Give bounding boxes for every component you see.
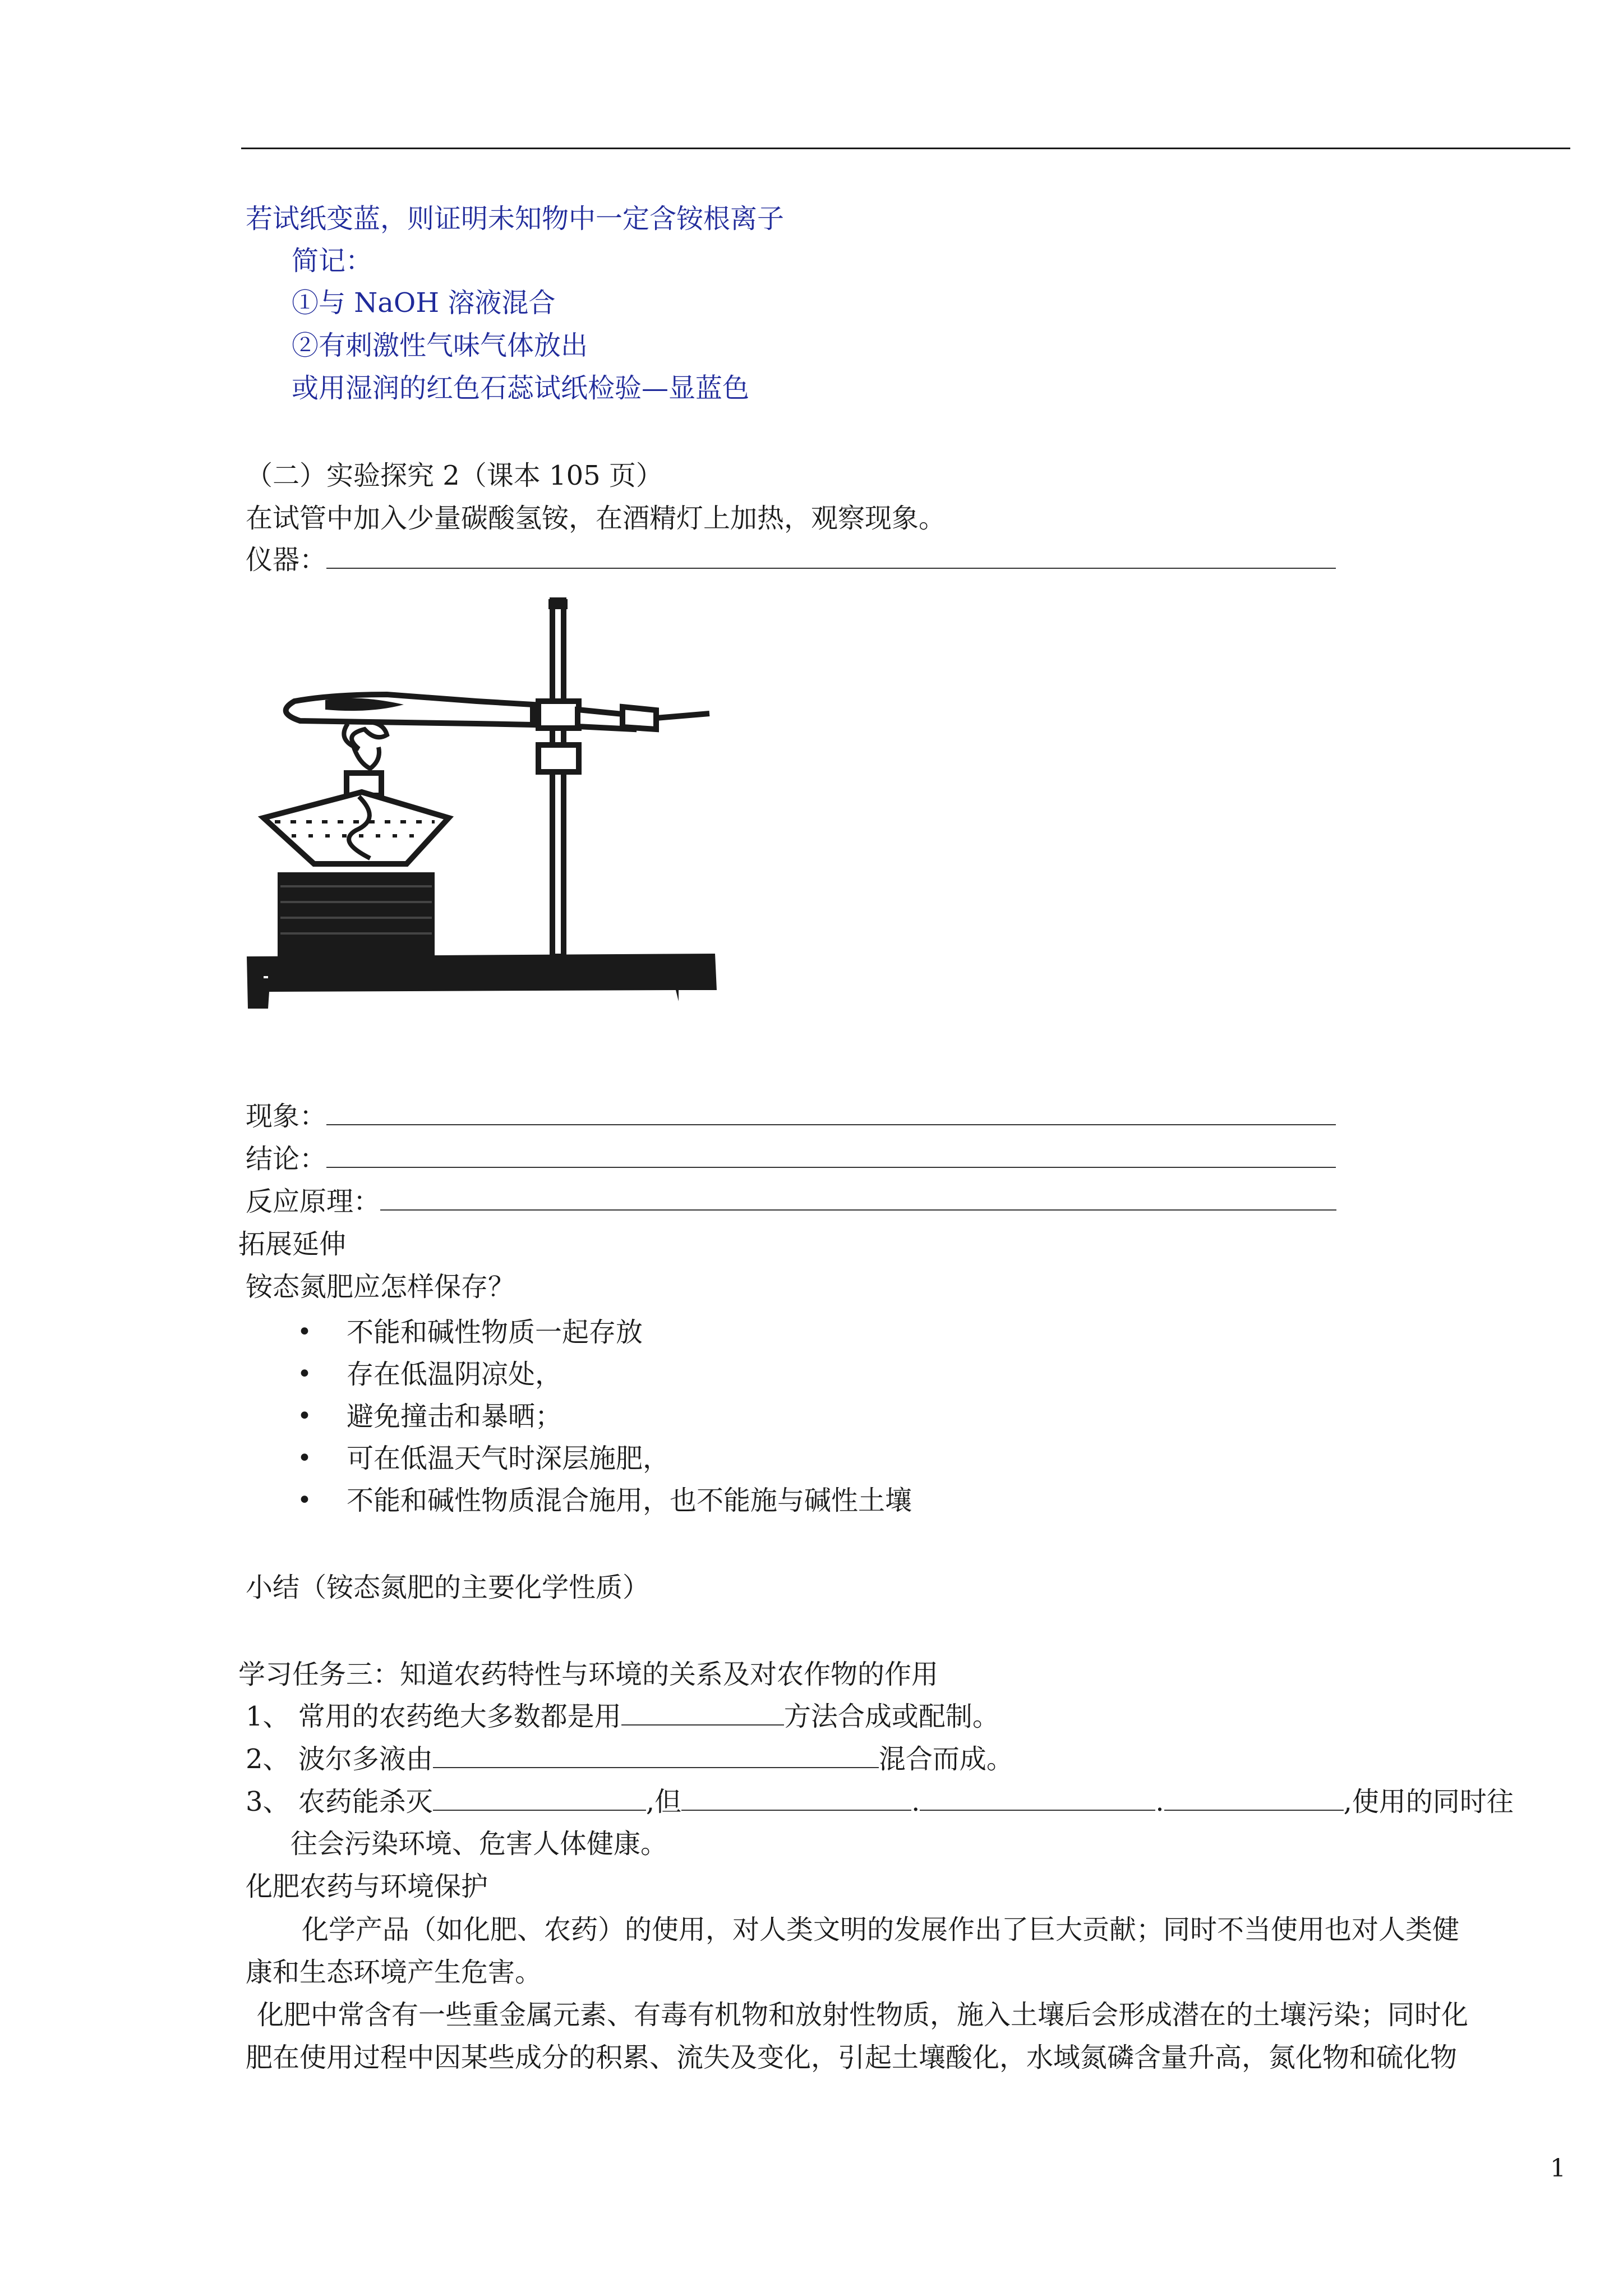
bullet-item-4: 可在低温天气时深层施肥，	[347, 1443, 670, 1474]
task3-q1	[246, 1700, 999, 1733]
bullet-marker: •	[297, 1486, 312, 1515]
header-rule	[241, 148, 1570, 149]
q2-text: 2、 波尔多液由	[246, 1743, 433, 1775]
q3-blank-2[interactable]	[681, 1787, 911, 1811]
bullet-item-2: 存在低温阴凉处，	[347, 1359, 562, 1390]
q3-text: 3、 农药能杀灭	[246, 1786, 433, 1818]
heating-apparatus-figure	[241, 595, 723, 1021]
q3-dot-1: .	[911, 1786, 920, 1818]
env-heading: 化肥农药与环境保护	[246, 1871, 488, 1902]
q3-suffix: ,使用的同时往	[1343, 1786, 1514, 1818]
conclusion-blank[interactable]	[326, 1144, 1336, 1168]
bullet-marker: •	[297, 1444, 312, 1473]
q1-suffix: 方法合成或配制。	[783, 1701, 999, 1732]
experiment-instruction: 在试管中加入少量碳酸氢铵，在酒精灯上加热，观察现象。	[246, 503, 946, 534]
bullet-marker: •	[297, 1360, 312, 1388]
conclusion-label: 结论：	[246, 1143, 327, 1175]
q2-blank[interactable]	[433, 1745, 879, 1768]
conclusion-row	[246, 1142, 1336, 1176]
task3-q2	[246, 1742, 1013, 1776]
task3-heading: 学习任务三：知道农药特性与环境的关系及对农作物的作用	[238, 1659, 939, 1690]
summary-line: 小结（铵态氮肥的主要化学性质）	[246, 1572, 650, 1603]
q2-suffix: 混合而成。	[878, 1743, 1013, 1775]
support-block	[278, 872, 435, 956]
q3-blank-4[interactable]	[1164, 1787, 1344, 1811]
stand-rod	[552, 600, 564, 956]
phenomenon-blank[interactable]	[326, 1102, 1336, 1125]
q3-blank-1[interactable]	[433, 1787, 646, 1811]
env-paragraph-1-line-2: 康和生态环境产生危害。	[246, 1957, 542, 1988]
task3-q3	[246, 1785, 1514, 1819]
env-paragraph-1-line-1: 化学产品（如化肥、农药）的使用，对人类文明的发展作出了巨大贡献；同时不当使用也对人类健	[302, 1914, 1460, 1945]
principle-blank[interactable]	[380, 1187, 1336, 1211]
flame	[344, 723, 387, 749]
clamp-boss-lower	[538, 745, 579, 772]
memo-item-2: ②有刺激性气味气体放出	[292, 330, 588, 361]
apparatus-label: 仪器：	[246, 544, 327, 576]
principle-label: 反应原理：	[246, 1186, 381, 1217]
storage-question: 铵态氮肥应怎样保存？	[246, 1271, 515, 1303]
q3-dot-2: .	[1155, 1786, 1164, 1818]
env-paragraph-2-line-2: 肥在使用过程中因某些成分的积累、流失及变化，引起土壤酸化，水域氮磷含量升高，氮化物和硫化物	[246, 2042, 1458, 2073]
test-tube	[286, 694, 533, 725]
q1-blank[interactable]	[621, 1702, 784, 1726]
q1-text: 1、 常用的农药绝大多数都是用	[246, 1701, 621, 1732]
apparatus-row	[246, 543, 1336, 577]
apparatus-blank[interactable]	[326, 545, 1336, 569]
extension-heading: 拓展延伸	[238, 1228, 347, 1260]
principle-row	[246, 1185, 1336, 1218]
bullet-marker: •	[297, 1318, 312, 1346]
q3-blank-3[interactable]	[920, 1787, 1155, 1811]
bullet-item-3: 避免撞击和暴晒；	[347, 1401, 562, 1432]
page-number: 1	[1550, 2154, 1566, 2183]
memo-label: 简记：	[292, 245, 373, 277]
bullet-marker: •	[297, 1402, 312, 1430]
env-paragraph-2-line-1: 化肥中常含有一些重金属元素、有毒有机物和放射性物质，施入土壤后会形成潜在的土壤污染；同时化	[257, 1999, 1469, 2031]
phenomenon-label: 现象：	[246, 1101, 327, 1132]
phenomenon-row	[246, 1099, 1336, 1133]
delivery-tube	[656, 714, 709, 718]
stopper	[623, 707, 656, 729]
memo-item-1: ①与 NaOH 溶液混合	[292, 287, 556, 319]
bullet-item-1: 不能和碱性物质一起存放	[347, 1317, 643, 1348]
experiment-heading: （二）实验探究 2（课本 105 页）	[246, 460, 663, 491]
stand-base	[247, 954, 717, 1009]
ammonium-test-line: 若试纸变蓝，则证明未知物中一定含铵根离子	[246, 203, 785, 234]
bullet-item-5: 不能和碱性物质混合施用，也不能施与碱性土壤	[347, 1485, 912, 1516]
task3-q3-continuation: 往会污染环境、危害人体健康。	[291, 1828, 668, 1860]
q3-mid: ,但	[645, 1786, 682, 1818]
memo-item-3: 或用湿润的红色石蕊试纸检验—显蓝色	[292, 372, 750, 404]
clamp-boss-upper	[538, 701, 579, 728]
